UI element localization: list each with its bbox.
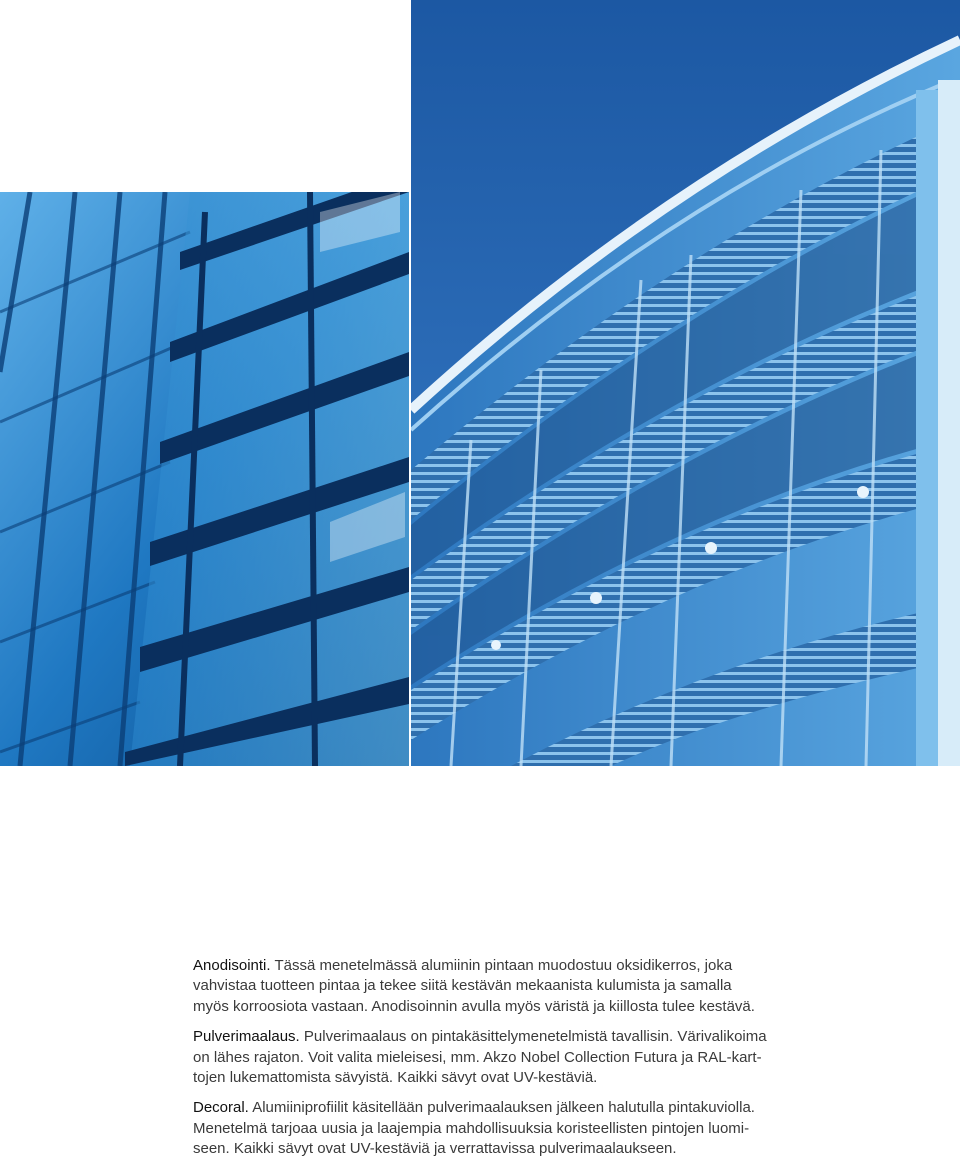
surface-treatment-text (193, 956, 783, 1170)
paragraph-pulverimaalaus (193, 1027, 783, 1088)
para-line: tojen lukemattomista sävyistä. Kaikki sävyt ovat UV-kestäviä. (193, 1069, 598, 1087)
glass-facade-photo (0, 192, 409, 766)
para-line: on lähes rajaton. Voit valita mieleisesi, mm. Akzo Nobel Collection Futura ja RAL-kart- (193, 1048, 762, 1066)
building-sunshade-photo (411, 0, 960, 766)
glass-facade-image (0, 192, 409, 766)
term-anodisointi: Anodisointi. (193, 957, 271, 974)
para-line: Tässä menetelmässä alumiinin pintaan muodostuu oksidikerros, joka (270, 957, 733, 974)
para-line: myös korroosiota vastaan. Anodisoinnin avulla myös väristä ja kiillosta tulee kestävä. (193, 997, 755, 1015)
para-line: Menetelmä tarjoaa uusia ja laajempia mahdollisuuksia koristeellisten pintojen luomi- (193, 1119, 750, 1137)
para-line: vahvistaa tuotteen pintaa ja tekee siitä kestävän mekaanista kulumista ja samalla (193, 977, 732, 995)
para-line: Pulverimaalaus on pintakäsittelymenetelmistä tavallisin. Värivalikoima (299, 1028, 767, 1046)
building-sunshade-image (411, 0, 960, 766)
term-decoral: Decoral. (193, 1099, 249, 1117)
para-line: Alumiiniprofiilit käsitellään pulverimaalauksen jälkeen halutulla pintakuviolla. (248, 1099, 755, 1117)
paragraph-anodisointi (193, 956, 783, 1017)
term-pulverimaalaus: Pulverimaalaus. (193, 1028, 300, 1046)
paragraph-decoral (193, 1098, 783, 1159)
para-line: seen. Kaikki sävyt ovat UV-kestäviä ja verrattavissa pulverimaalaukseen. (193, 1140, 677, 1158)
